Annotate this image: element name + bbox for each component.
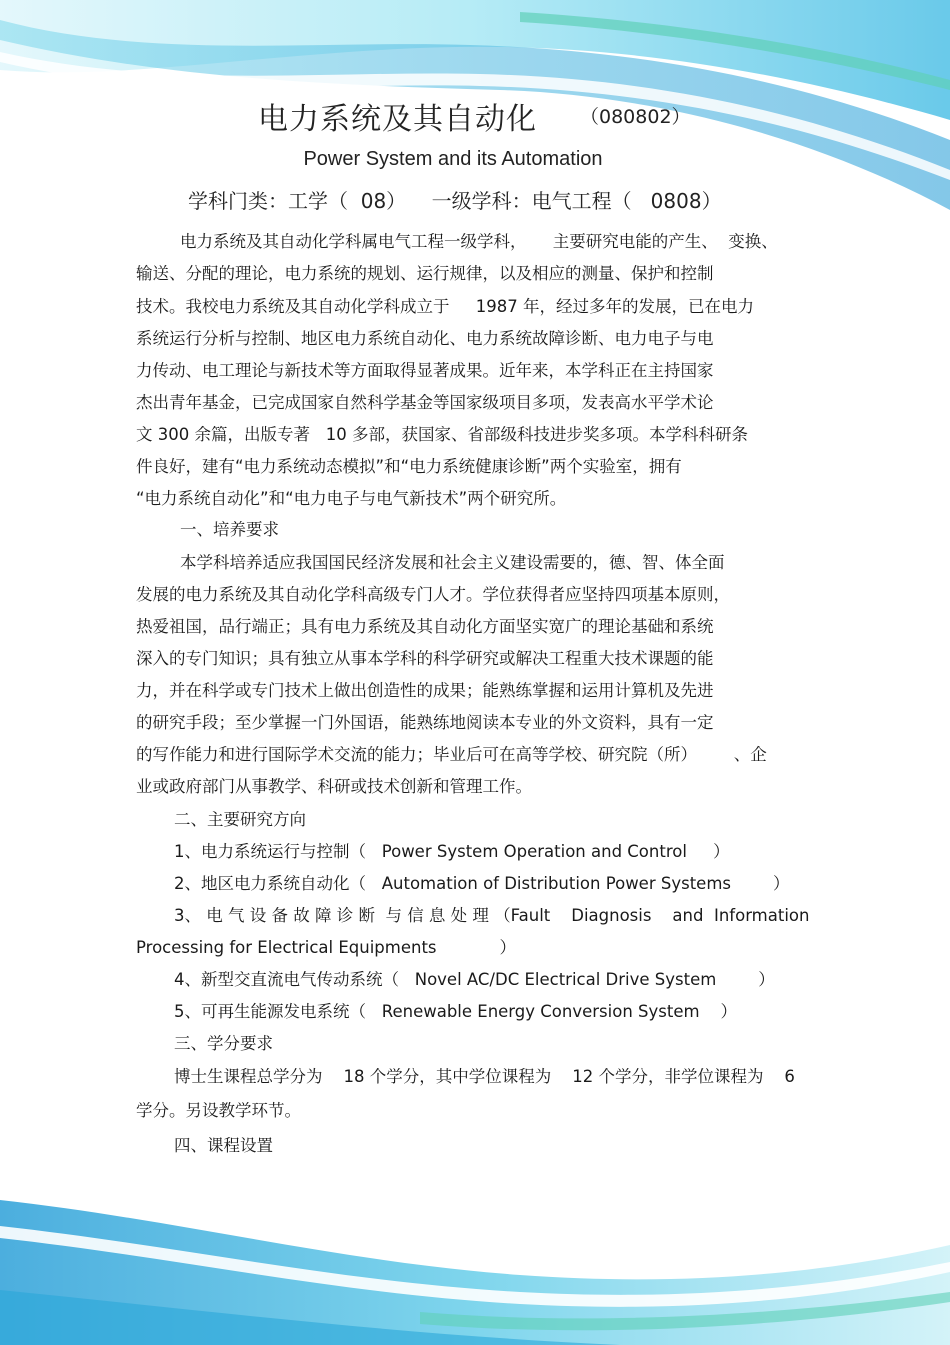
intro-line: 文 300 余篇，出版专著 10 多部，获国家、省部级科技进步奖多项。本学科科研条 bbox=[136, 425, 748, 444]
section-heading-credits: 三、学分要求 bbox=[174, 1034, 273, 1053]
section-heading-training: 一、培养要求 bbox=[180, 520, 279, 539]
research-direction-item: 3、 电 气 设 备 故 障 诊 断 与 信 息 处 理 （Fault Diagnosis and Information bbox=[174, 906, 810, 925]
training-line: 深入的专门知识；具有独立从事本学科的科学研究或解决工程重大技术课题的能 bbox=[136, 649, 714, 668]
intro-line: 系统运行分析与控制、地区电力系统自动化、电力系统故障诊断、电力电子与电 bbox=[136, 329, 714, 348]
training-line: 的研究手段；至少掌握一门外国语，能熟练地阅读本专业的外文资料，具有一定 bbox=[136, 713, 714, 732]
section-heading-courses: 四、课程设置 bbox=[174, 1136, 273, 1155]
intro-line: 力传动、电工理论与新技术等方面取得显著成果。近年来，本学科正在主持国家 bbox=[136, 361, 714, 380]
training-line: 的写作能力和进行国际学术交流的能力；毕业后可在高等学校、研究院（所） 、企 bbox=[136, 745, 767, 764]
research-direction-item: 2、地区电力系统自动化（ Automation of Distribution Power Systems ） bbox=[174, 874, 790, 893]
intro-line: 技术。我校电力系统及其自动化学科成立于 1987 年，经过多年的发展，已在电力 bbox=[136, 297, 754, 316]
credits-line: 博士生课程总学分为 18 个学分，其中学位课程为 12 个学分，非学位课程为 6 bbox=[174, 1067, 795, 1086]
training-line: 本学科培养适应我国国民经济发展和社会主义建设需要的，德、智、体全面 bbox=[180, 553, 725, 572]
intro-line: 电力系统及其自动化学科属电气工程一级学科， 主要研究电能的产生、 变换、 bbox=[180, 232, 778, 251]
credits-line: 学分。另设教学环节。 bbox=[136, 1101, 301, 1120]
document-title: 电力系统及其自动化 bbox=[258, 102, 537, 137]
intro-line: “电力系统自动化”和“电力电子与电气新技术”两个研究所。 bbox=[136, 489, 567, 508]
research-direction-item: Processing for Electrical Equipments ） bbox=[136, 938, 516, 957]
research-direction-item: 1、电力系统运行与控制（ Power System Operation and Control ） bbox=[174, 842, 730, 861]
intro-line: 件良好，建有“电力系统动态模拟”和“电力系统健康诊断”两个实验室，拥有 bbox=[136, 457, 682, 476]
intro-line: 杰出青年基金，已完成国家自然科学基金等国家级项目多项，发表高水平学术论 bbox=[136, 393, 714, 412]
research-direction-item: 5、可再生能源发电系统（ Renewable Energy Conversion System ） bbox=[174, 1002, 738, 1021]
section-heading-research: 二、主要研究方向 bbox=[174, 810, 306, 829]
intro-line: 输送、分配的理论，电力系统的规划、运行规律，以及相应的测量、保护和控制 bbox=[136, 264, 714, 283]
training-line: 业或政府部门从事教学、科研或技术创新和管理工作。 bbox=[136, 777, 532, 796]
discipline-meta: 学科门类：工学（ 08） 一级学科：电气工程（ 0808） bbox=[188, 189, 722, 213]
research-direction-item: 4、新型交直流电气传动系统（ Novel AC/DC Electrical Drive System ） bbox=[174, 970, 775, 989]
discipline-code: （080802） bbox=[580, 106, 691, 128]
training-line: 热爱祖国，品行端正；具有电力系统及其自动化方面坚实宽广的理论基础和系统 bbox=[136, 617, 714, 636]
training-line: 发展的电力系统及其自动化学科高级专门人才。学位获得者应坚持四项基本原则， bbox=[136, 585, 730, 604]
english-subtitle: Power System and its Automation bbox=[303, 148, 603, 170]
training-line: 力，并在科学或专门技术上做出创造性的成果；能熟练掌握和运用计算机及先进 bbox=[136, 681, 714, 700]
